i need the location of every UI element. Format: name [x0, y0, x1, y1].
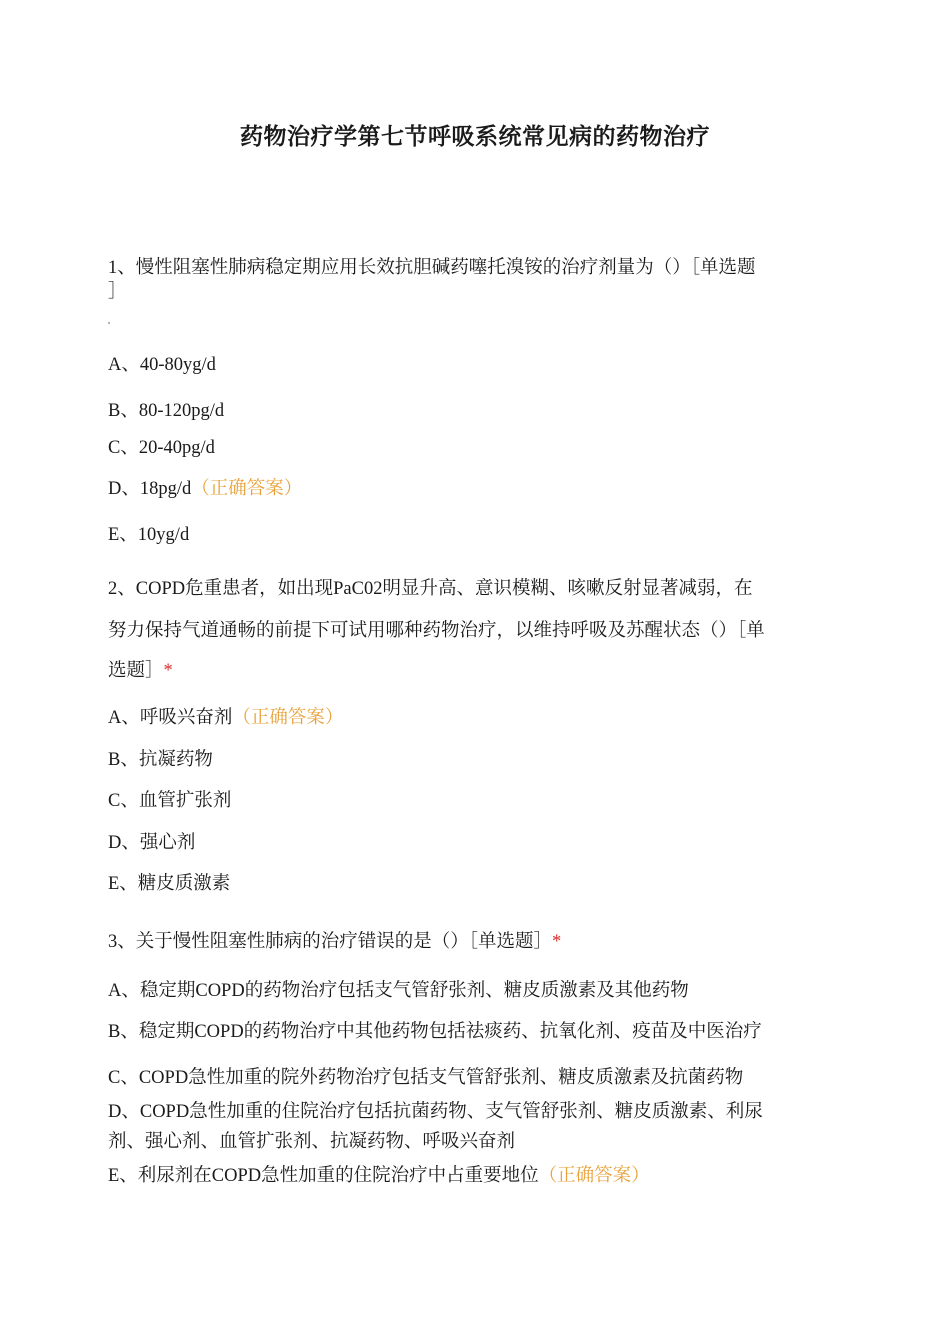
question-2-stem-end: [108, 659, 842, 683]
question-1-stem-cont: ］: [108, 282, 127, 302]
question-1-option-a[interactable]: A、40-80yg/d: [108, 355, 216, 375]
question-2-stem-cont: 努力保持气道通畅的前提下可试用哪种药物治疗，以维持呼吸及苏醒状态（）［单: [108, 621, 765, 641]
question-2-option-d[interactable]: D、强心剂: [108, 833, 196, 853]
question-3-stem: [108, 930, 842, 954]
option-text: A、呼吸兴奋剂: [108, 708, 233, 728]
question-3-option-d-cont: 剂、强心剂、血管扩张剂、抗凝药物、呼吸兴奋剂: [108, 1132, 516, 1152]
question-3-option-c[interactable]: C、COPD急性加重的院外药物治疗包括支气管舒张剂、糖皮质激素及抗菌药物: [108, 1068, 744, 1088]
option-text: D、18pg/d: [108, 479, 192, 499]
question-1-stem: 1、慢性阻塞性肺病稳定期应用长效抗胆碱药噻托溴铵的治疗剂量为（）［单选题: [108, 258, 756, 278]
stem-text: 3、关于慢性阻塞性肺病的治疗错误的是（）［单选题］: [108, 932, 553, 952]
question-2-option-c[interactable]: C、血管扩张剂: [108, 791, 232, 811]
question-1-option-e[interactable]: E、10yg/d: [108, 525, 190, 545]
question-2-option-a[interactable]: [108, 706, 842, 730]
question-2-stem: 2、COPD危重患者，如出现PaC02明显升高、意识模糊、咳嗽反射显著减弱，在: [108, 579, 753, 599]
correct-answer-tag: （正确答案）: [538, 1166, 650, 1186]
question-3-option-e[interactable]: [108, 1164, 842, 1188]
question-2-option-b[interactable]: B、抗凝药物: [108, 750, 213, 770]
required-mark: *: [163, 661, 173, 681]
question-3-option-b[interactable]: B、稳定期COPD的药物治疗中其他药物包括祛痰药、抗氧化剂、疫苗及中医治疗: [108, 1022, 762, 1042]
option-text: E、利尿剂在COPD急性加重的住院治疗中占重要地位: [108, 1166, 539, 1186]
question-2-option-e[interactable]: E、糖皮质激素: [108, 874, 231, 894]
stem-text: 选题］: [108, 661, 164, 681]
required-mark: *: [552, 932, 562, 952]
correct-answer-tag: （正确答案）: [232, 708, 344, 728]
correct-answer-tag: （正确答案）: [191, 479, 303, 499]
page-title: 药物治疗学第七节呼吸系统常见病的药物治疗: [240, 124, 710, 150]
question-3-option-d[interactable]: D、COPD急性加重的住院治疗包括抗菌药物、支气管舒张剂、糖皮质激素、利尿: [108, 1102, 763, 1122]
question-1-option-b[interactable]: B、80-120pg/d: [108, 401, 225, 421]
question-1-option-d[interactable]: [108, 477, 842, 501]
stray-mark: [108, 322, 110, 324]
question-3-option-a[interactable]: A、稳定期COPD的药物治疗包括支气管舒张剂、糖皮质激素及其他药物: [108, 981, 689, 1001]
question-1-option-c[interactable]: C、20-40pg/d: [108, 438, 215, 458]
